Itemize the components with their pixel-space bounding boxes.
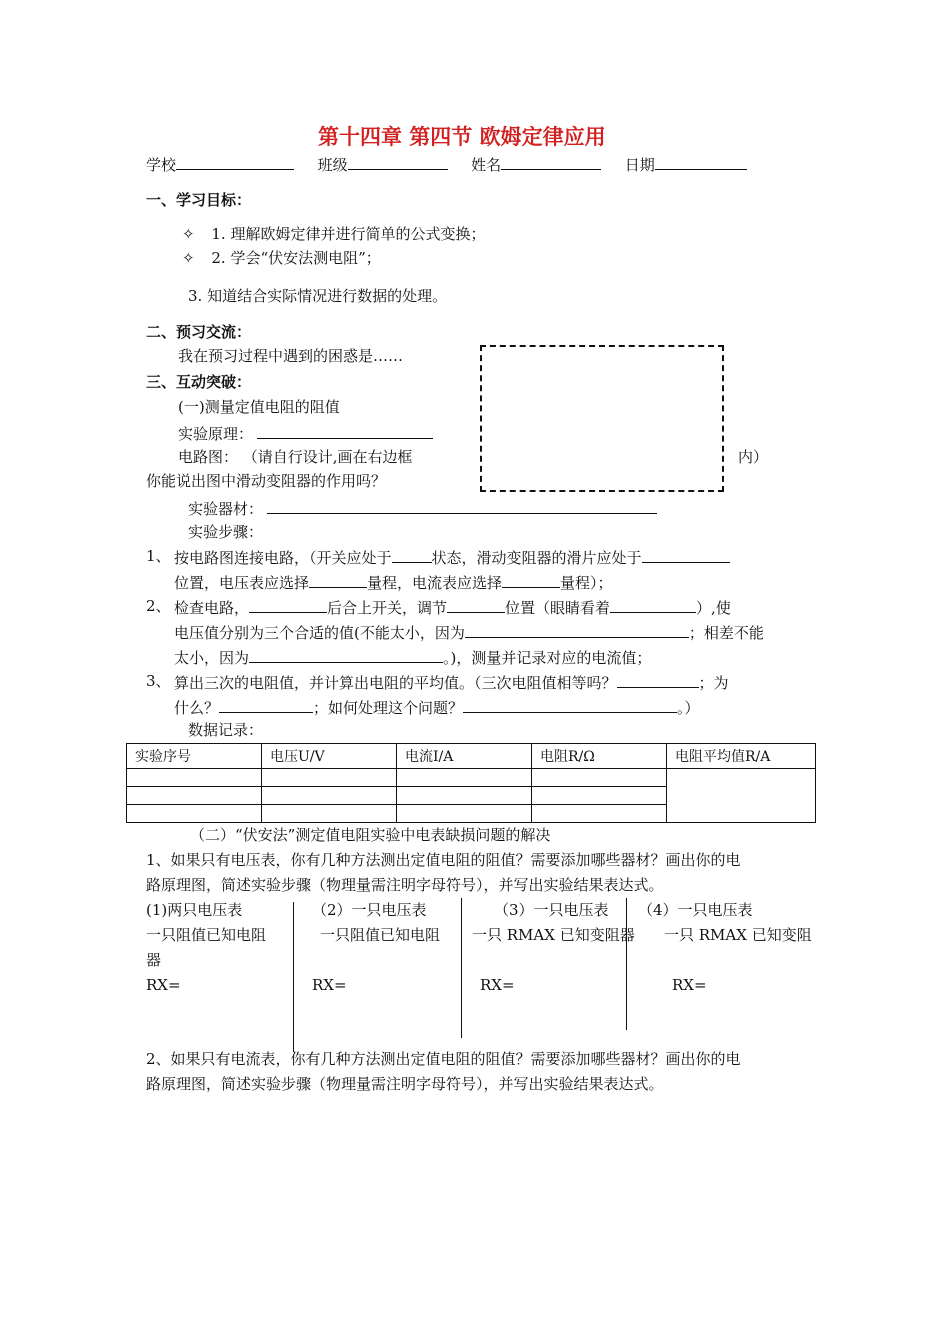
step-2-line-a <box>174 596 731 618</box>
part2-heading: （二）“伏安法”测定值电阻实验中电表缺损问题的解决 <box>190 826 551 844</box>
method-3-line-a: 一只 RMAX 已知变阻器 <box>472 926 635 944</box>
equipment-field[interactable] <box>267 497 657 514</box>
goal-item-1 <box>182 224 485 244</box>
table-cell[interactable] <box>397 787 532 805</box>
bullet-icon: ✧ <box>182 249 195 267</box>
table-row <box>127 769 816 787</box>
equipment-line <box>188 497 657 519</box>
handle-field[interactable] <box>463 696 677 713</box>
rheostat-question: 你能说出图中滑动变阻器的作用吗？ <box>146 472 387 490</box>
table-header-row <box>127 744 816 769</box>
data-record-label: 数据记录： <box>188 721 264 739</box>
principle-label: 实验原理： <box>178 425 254 443</box>
reason-diff-field[interactable] <box>249 646 443 663</box>
circuit-label: 电路图： （请自行设计,画在右边框 <box>178 448 413 466</box>
step-3-line-b <box>174 696 700 718</box>
step-text: 后合上开关，调节 <box>327 599 448 617</box>
preview-text: 我在预习过程中遇到的困惑是…… <box>178 347 404 365</box>
step-text: 算出三次的电阻值，并计算出电阻的平均值。（三次电阻值相等吗？ <box>174 674 617 692</box>
equal-field[interactable] <box>617 671 699 688</box>
why-field[interactable] <box>219 696 313 713</box>
method-4-title: （4）一只电压表 <box>638 901 753 919</box>
step-text: 量程）； <box>560 574 613 592</box>
step-text: 量程，电流表应选择 <box>367 574 503 592</box>
section-goals-heading: 一、学习目标： <box>146 191 252 209</box>
step-text: 。)，测量并记录对应的电流值； <box>443 649 652 667</box>
method-1-title: (1)两只电压表 <box>146 901 243 919</box>
step-2-line-b <box>174 621 764 643</box>
step-1-line-b <box>174 571 613 593</box>
goal-text-2: 2. 学会“伏安法测电阻”； <box>211 249 381 267</box>
method-4-rx: RX= <box>672 976 707 994</box>
step-text: 检查电路， <box>174 599 250 617</box>
goal-item-2 <box>182 248 381 268</box>
table-cell[interactable] <box>127 769 262 787</box>
method-2-title: （2）一只电压表 <box>312 901 427 919</box>
class-field[interactable] <box>348 153 448 170</box>
question-2-line-b: 路原理图，简述实验步骤（物理量需注明字母符号），并写出实验结果表达式。 <box>146 1075 664 1093</box>
principle-field[interactable] <box>257 422 433 439</box>
eye-watch-field[interactable] <box>610 596 696 613</box>
table-cell[interactable] <box>127 805 262 823</box>
step-text: ；为 <box>698 674 729 692</box>
step-3-number: 3、 <box>146 672 171 690</box>
method-2-rx: RX= <box>312 976 347 994</box>
th-index: 实验序号 <box>127 744 262 769</box>
th-resistance: 电阻R/Ω <box>532 744 667 769</box>
section-preview-heading: 二、预习交流： <box>146 323 252 341</box>
method-4-line-a: 一只 RMAX 已知变阻 <box>664 926 812 944</box>
equipment-label: 实验器材： <box>188 500 264 518</box>
step-text: ）,使 <box>696 599 731 617</box>
table-cell[interactable] <box>532 805 667 823</box>
steps-label: 实验步骤： <box>188 523 264 541</box>
th-current: 电流I/A <box>397 744 532 769</box>
step-text: 位置，电压表应选择 <box>174 574 310 592</box>
step-text: 太小，因为 <box>174 649 250 667</box>
table-cell[interactable] <box>262 787 397 805</box>
column-divider <box>626 898 627 1030</box>
step-2-number: 2、 <box>146 597 171 615</box>
date-field[interactable] <box>655 153 747 170</box>
data-record-table <box>126 743 816 823</box>
method-1-line-a: 一只阻值已知电阻 <box>146 926 267 944</box>
page-title: 第十四章 第四节 欧姆定律应用 <box>318 125 606 149</box>
table-cell[interactable] <box>397 769 532 787</box>
question-2-line-a: 2、如果只有电流表，你有几种方法测出定值电阻的阻值？需要添加哪些器材？画出你的电 <box>146 1050 741 1068</box>
step-text: 状态，滑动变阻器的滑片应处于 <box>431 549 642 567</box>
average-cell[interactable] <box>667 769 816 823</box>
principle-line <box>178 422 433 444</box>
step-text: 什么？ <box>174 699 220 717</box>
column-divider <box>293 902 294 1052</box>
step-text: 按电路图连接电路，（开关应处于 <box>174 549 392 567</box>
step-3-line-a <box>174 671 729 693</box>
table-cell[interactable] <box>397 805 532 823</box>
goal-text-1: 1. 理解欧姆定律并进行简单的公式变换； <box>211 225 486 243</box>
check-field[interactable] <box>249 596 327 613</box>
method-1-rx: RX= <box>146 976 181 994</box>
method-3-rx: RX= <box>480 976 515 994</box>
step-text: ；如何处理这个问题？ <box>313 699 464 717</box>
section-interact-heading: 三、互动突破： <box>146 373 252 391</box>
step-1-number: 1、 <box>146 547 171 565</box>
th-voltage: 电压U/V <box>262 744 397 769</box>
step-text: 电压值分别为三个合适的值(不能太小，因为 <box>174 624 465 642</box>
question-1-line-b: 路原理图，简述实验步骤（物理量需注明字母符号），并写出实验结果表达式。 <box>146 876 664 894</box>
step-1-line-a <box>174 546 730 568</box>
reason-small-field[interactable] <box>465 621 689 638</box>
date-label: 日期 <box>624 156 655 174</box>
voltmeter-range-field[interactable] <box>309 571 367 588</box>
step-text: 。） <box>677 699 700 717</box>
step-text: ；相差不能 <box>688 624 764 642</box>
circuit-label-end: 内） <box>738 448 769 466</box>
table-cell[interactable] <box>262 805 397 823</box>
table-cell[interactable] <box>262 769 397 787</box>
school-label: 学校 <box>146 156 177 174</box>
goal-text-3: 3. 知道结合实际情况进行数据的处理。 <box>188 287 448 305</box>
th-average: 电阻平均值R/A <box>667 744 816 769</box>
method-2-line-a: 一只阻值已知电阻 <box>320 926 441 944</box>
class-label: 班级 <box>317 156 348 174</box>
table-cell[interactable] <box>532 769 667 787</box>
table-cell[interactable] <box>127 787 262 805</box>
question-1-line-a: 1、如果只有电压表，你有几种方法测出定值电阻的阻值？需要添加哪些器材？画出你的电 <box>146 851 741 869</box>
bullet-icon: ✧ <box>182 225 195 243</box>
school-field[interactable] <box>176 153 294 170</box>
switch-state-field[interactable] <box>392 546 432 563</box>
column-divider <box>461 898 462 1038</box>
name-field[interactable] <box>501 153 601 170</box>
method-3-title: （3）一只电压表 <box>494 901 609 919</box>
part1-heading: (一)测量定值电阻的阻值 <box>178 398 340 416</box>
ammeter-range-field[interactable] <box>502 571 560 588</box>
name-label: 姓名 <box>471 156 502 174</box>
method-1-line-b: 器 <box>146 951 162 969</box>
step-text: 位置（眼睛看着 <box>505 599 611 617</box>
step-2-line-c <box>174 646 651 668</box>
slider-position-field[interactable] <box>642 546 730 563</box>
table-cell[interactable] <box>532 787 667 805</box>
circuit-drawing-box[interactable] <box>480 345 724 492</box>
info-line <box>146 153 747 175</box>
adjust-field[interactable] <box>447 596 505 613</box>
